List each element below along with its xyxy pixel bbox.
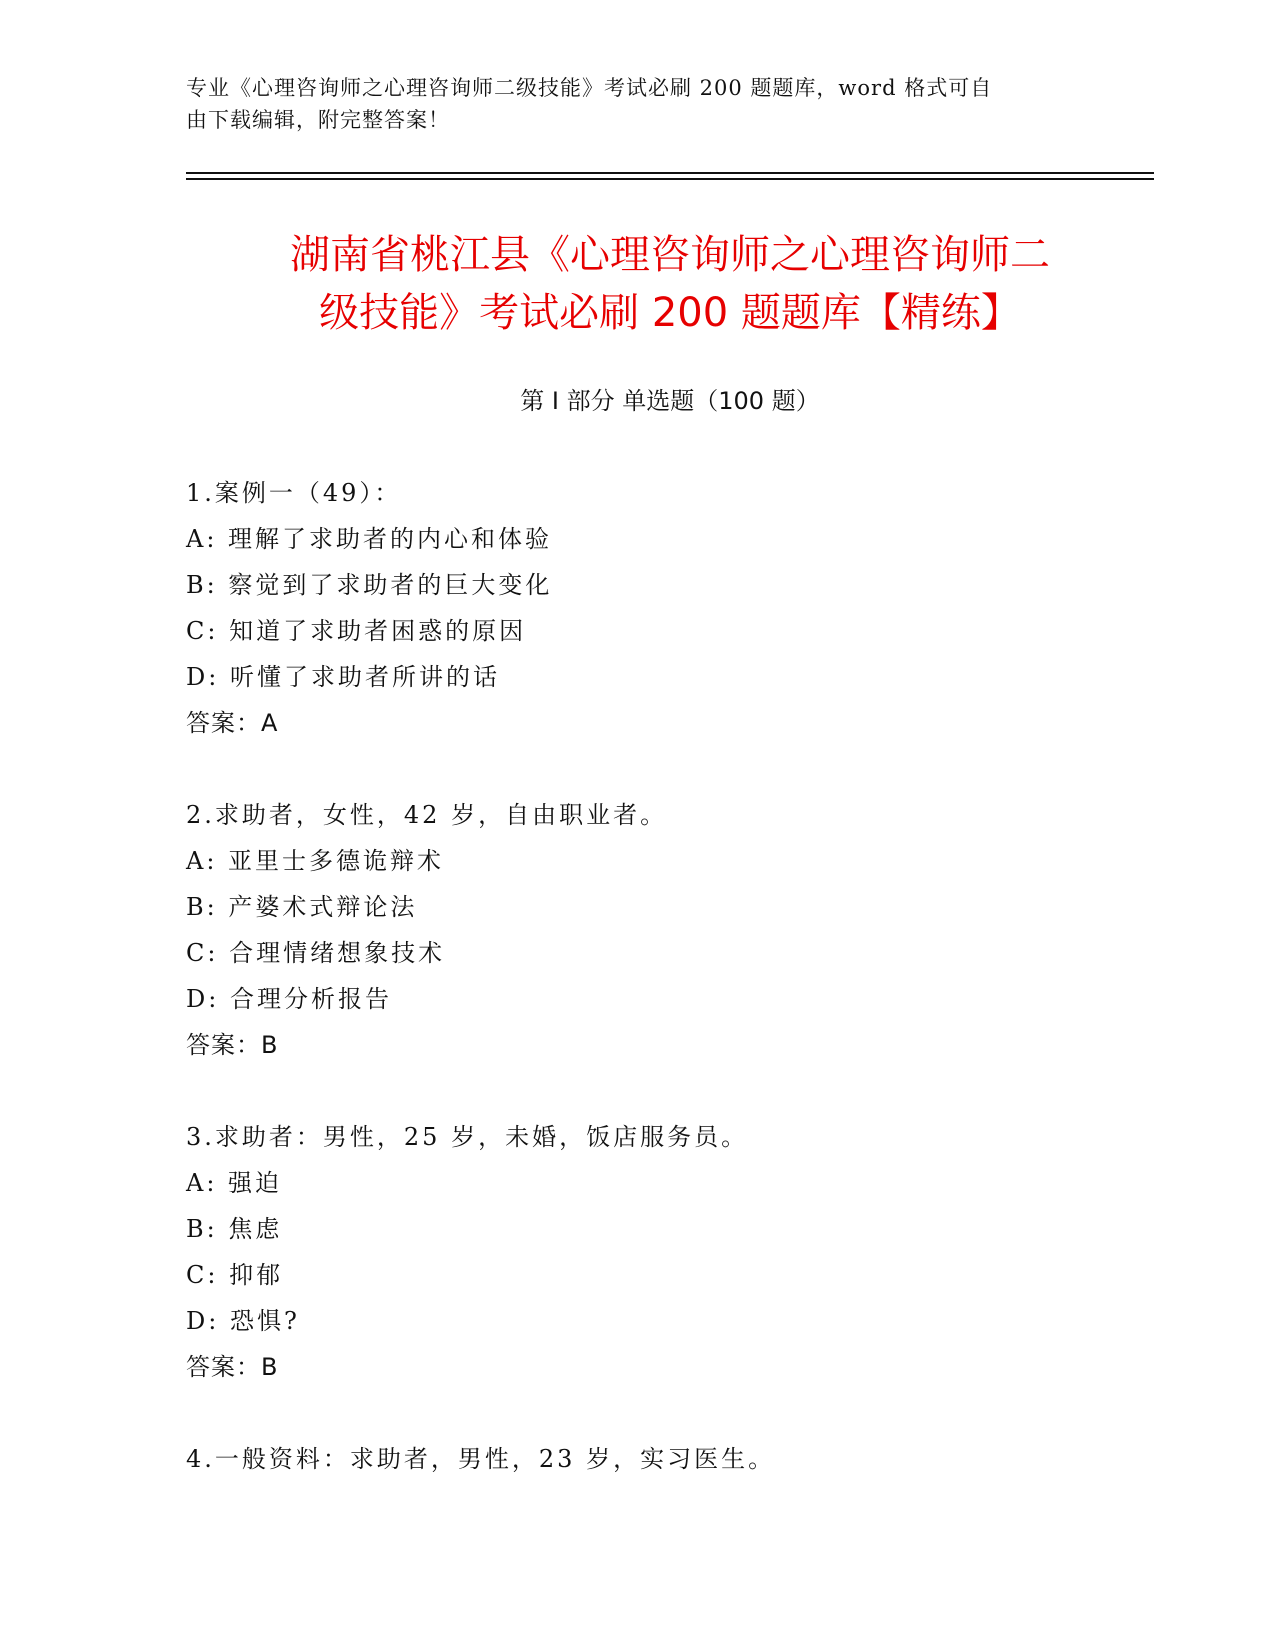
question-2 <box>186 792 1086 1068</box>
option-c: C: 抑郁 <box>186 1261 284 1289</box>
answer: 答案：B <box>186 1353 279 1381</box>
question-stem: 1.案例一（49）： <box>186 479 402 507</box>
title-line-1: 湖南省桃江县《心理咨询师之心理咨询师二 <box>290 232 1050 278</box>
option-b: B: 焦虑 <box>186 1215 283 1243</box>
option-a: A: 理解了求助者的内心和体验 <box>186 525 553 553</box>
intro-line-1: 专业《心理咨询师之心理咨询师二级技能》考试必刷 200 题题库，word 格式可自 <box>186 76 993 100</box>
option-b: B: 察觉到了求助者的巨大变化 <box>186 571 553 599</box>
question-4 <box>186 1436 1086 1482</box>
title-line-2: 级技能》考试必刷 200 题题库【精练】 <box>319 290 1021 336</box>
section-heading: 第 I 部分 单选题（100 题） <box>520 387 820 415</box>
option-a: A: 亚里士多德诡辩术 <box>186 847 445 875</box>
question-3 <box>186 1114 1086 1390</box>
question-stem: 2.求助者，女性，42 岁，自由职业者。 <box>186 801 668 829</box>
option-d: D: 听懂了求助者所讲的话 <box>186 663 500 691</box>
option-b: B: 产婆术式辩论法 <box>186 893 418 921</box>
option-c: C: 知道了求助者困惑的原因 <box>186 617 527 645</box>
question-stem: 3.求助者：男性，25 岁，未婚，饭店服务员。 <box>186 1123 749 1151</box>
option-c: C: 合理情绪想象技术 <box>186 939 446 967</box>
question-stem: 4.一般资料：求助者，男性，23 岁，实习医生。 <box>186 1445 776 1473</box>
intro-line-2: 由下载编辑，附完整答案！ <box>186 108 450 132</box>
answer: 答案：B <box>186 1031 279 1059</box>
option-d: D: 合理分析报告 <box>186 985 392 1013</box>
document-title <box>186 226 1154 342</box>
option-a: A: 强迫 <box>186 1169 283 1197</box>
option-d: D: 恐惧? <box>186 1307 300 1335</box>
document-intro <box>186 72 1066 136</box>
header-divider-bottom <box>186 178 1154 180</box>
answer: 答案：A <box>186 709 279 737</box>
header-divider-top <box>186 172 1154 174</box>
question-1 <box>186 470 1086 746</box>
